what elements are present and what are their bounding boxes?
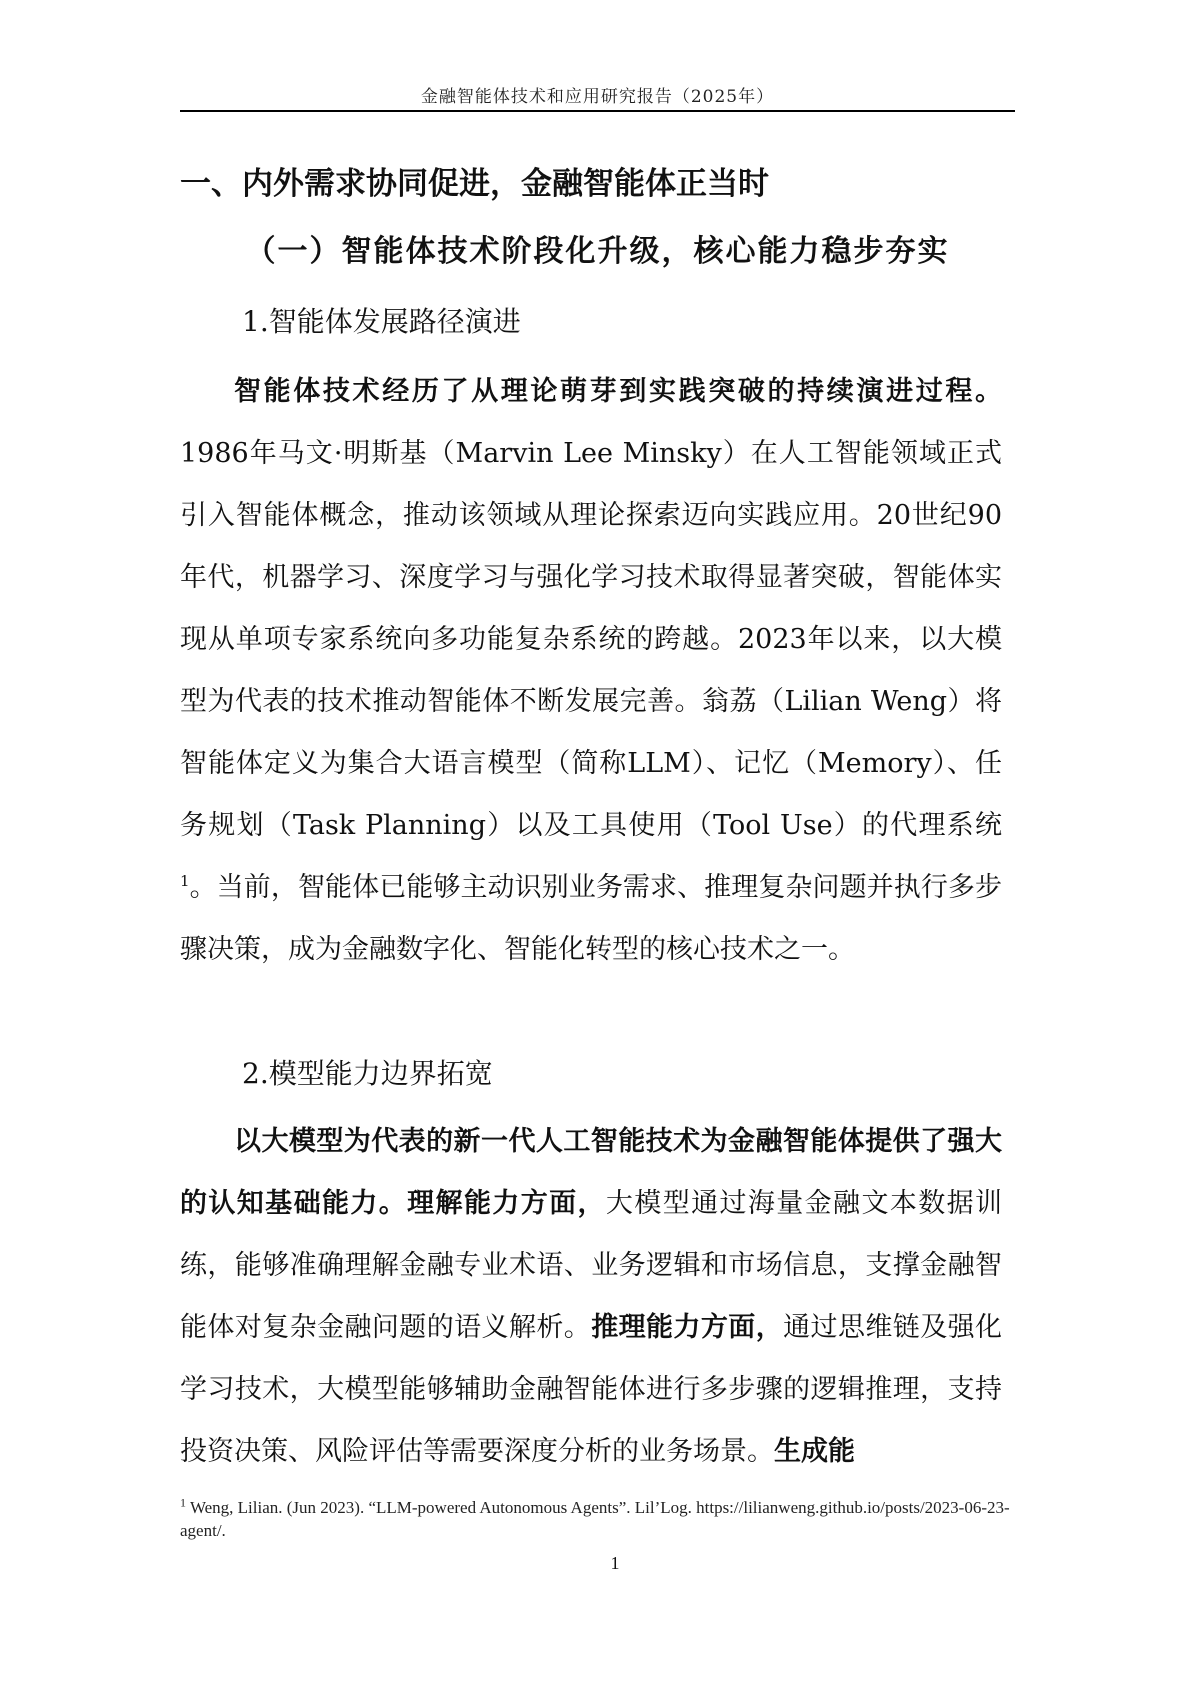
reasoning-label: 推理能力方面， (591, 1312, 784, 1343)
para1-body-continued: 。当前，智能体已能够主动识别业务需求、推理复杂问题并执行多步骤决策，成为金融数字化、智能化转型的核心技术之一。 (180, 872, 1002, 965)
paragraph-development-path (180, 361, 1002, 981)
para2-bold-lead: 以大模型为代表的新一代人工智能技术为金融智能体提供了强大的认知基础能力。 (180, 1126, 1002, 1219)
paragraph-model-capability (180, 1111, 1002, 1483)
subsection-title: （一）智能体技术阶段化升级，核心能力稳步夯实 (245, 234, 950, 269)
subheading-development-path: 1.智能体发展路径演进 (242, 305, 521, 338)
footnote-mark: 1 (180, 1495, 186, 1510)
footnote (180, 1496, 1010, 1542)
generation-label: 生成能 (774, 1436, 855, 1467)
header-rule (180, 110, 1015, 112)
para1-bold-lead: 智能体技术经历了从理论萌芽到实践突破的持续演进过程。 (234, 376, 1002, 407)
running-header: 金融智能体技术和应用研究报告（2025年） (420, 87, 775, 107)
page-number: 1 (610, 1553, 620, 1573)
reasoning-text: 通过思维链及强化学习技术，大模型能够辅助金融智能体进行多步骤的逻辑推理，支持投资决策、风险评估等需要深度分析的业务场景。 (180, 1312, 1003, 1467)
para1-body: 1986年马文·明斯基（Marvin Lee Minsky）在人工智能领域正式引入智能体概念，推动该领域从理论探索迈向实践应用。20世纪90年代，机器学习、深度学习与强化学习技术取得显著突破，智能体实现从单项专家系统向多功能复杂系统的跨越。2023年以来，以大模型为代表的技术推动智能体不断发展完善。翁荔（Lilian Weng）将智能体定义为集合大语言模型（简称LLM）、记忆（Memory）、任务规划（Task Planning）以及工具使用（Tool Use）的代理系统 (180, 438, 1002, 841)
understanding-text: 大模型通过海量金融文本数据训练，能够准确理解金融专业术语、业务逻辑和市场信息，支撑金融智能体对复杂金融问题的语义解析。 (180, 1188, 1003, 1343)
subheading-model-capability: 2.模型能力边界拓宽 (242, 1057, 493, 1090)
section-title: 一、内外需求协同促进，金融智能体正当时 (180, 166, 769, 202)
footnote-reference[interactable]: 1 (180, 872, 190, 890)
understanding-label: 理解能力方面， (407, 1188, 606, 1219)
footnote-text[interactable]: Weng, Lilian. (Jun 2023). “LLM-powered Autonomous Agents”. Lil’Log. https://lilianweng.github.io/posts/2023-06-23-agent/. (180, 1498, 1010, 1540)
